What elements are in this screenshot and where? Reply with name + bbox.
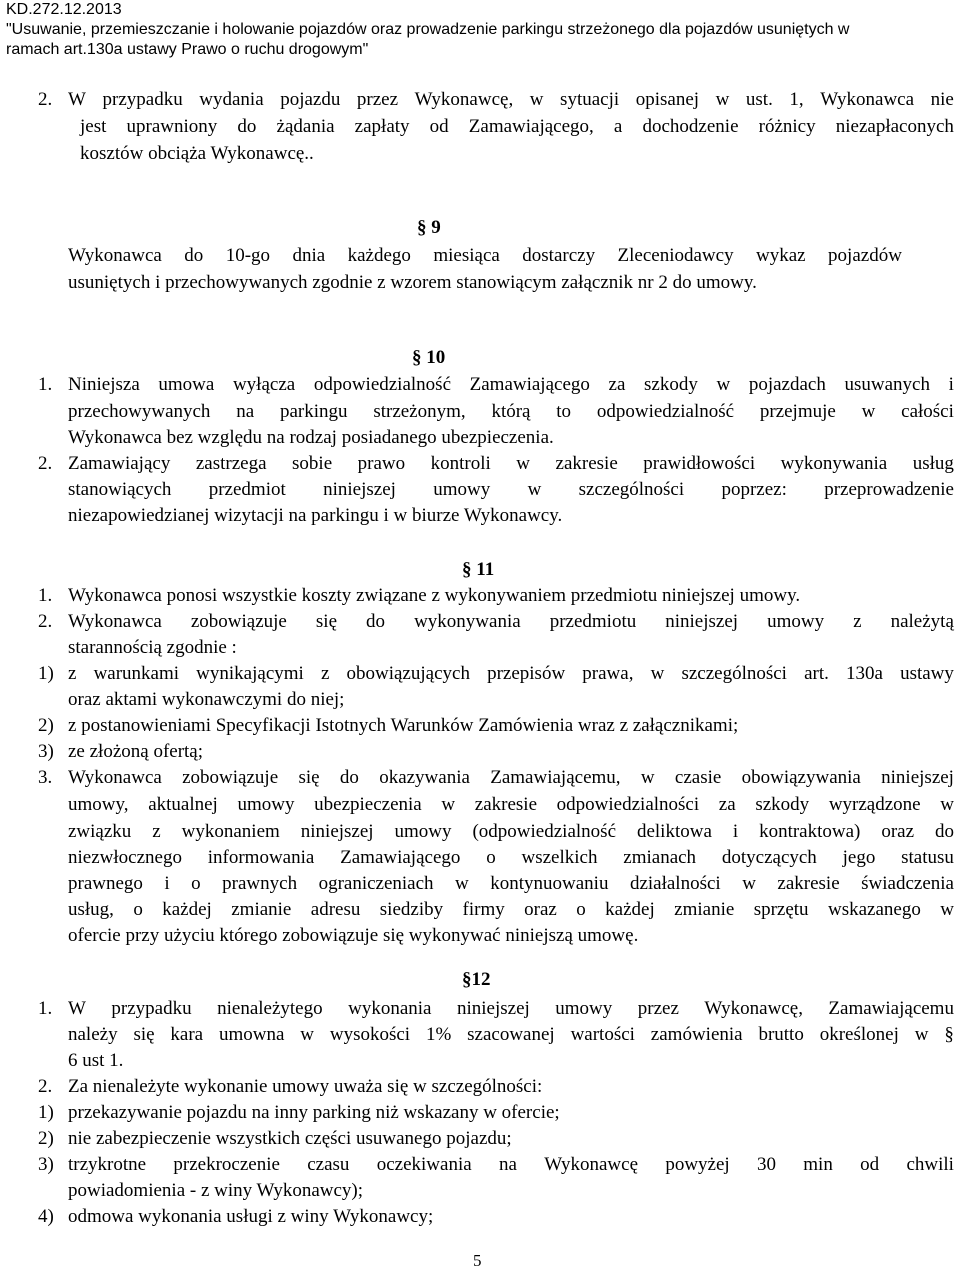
paragraph-number: 1. [38, 998, 53, 1019]
paragraph-line: stanowiących przedmiot niniejszej umowy w szczególności poprzez: przeprowadzenie [68, 479, 954, 500]
paragraph-line: usuniętych i przechowywanych zgodnie z wzorem stanowiącym załącznik nr 2 do umowy. [68, 272, 757, 293]
list-item-number: 2) [38, 715, 54, 736]
paragraph-line: prawnego i o prawnych ograniczeniach w kontynuowaniu działalności w zakresie świadczenia [68, 873, 954, 894]
paragraph-line: Wykonawca zobowiązuje się do okazywania Zamawiającemu, w czasie obowiązywania niniejszej [68, 767, 954, 788]
paragraph-number: 2. [38, 89, 53, 110]
paragraph-line: 6 ust 1. [68, 1050, 124, 1071]
paragraph-line: jest uprawniony do żądania zapłaty od Zamawiającego, a dochodzenie różnicy niezapłaconych [80, 116, 954, 137]
paragraph-line: W przypadku wydania pojazdu przez Wykonawcę, w sytuacji opisanej w ust. 1, Wykonawca nie [68, 89, 954, 110]
section-heading: §12 [462, 969, 491, 990]
paragraph-number: 1. [38, 585, 53, 606]
paragraph-line: Zamawiający zastrzega sobie prawo kontroli w zakresie prawidłowości wykonywania usług [68, 453, 954, 474]
paragraph-line: związku z wykonaniem niniejszej umowy (odpowiedzialność deliktowa i kontraktowa) oraz do [68, 821, 954, 842]
paragraph-number: 2. [38, 453, 53, 474]
paragraph-line: niezwłocznego informowania Zamawiającego o wszelkich zmianach dotyczących jego statusu [68, 847, 954, 868]
list-item-line: oraz aktami wykonawczymi do niej; [68, 689, 345, 710]
paragraph-line: ofercie przy użyciu którego zobowiązuje się wykonywać niniejszą umowę. [68, 925, 639, 946]
paragraph-number: 2. [38, 1076, 53, 1097]
paragraph-line: Za nienależyte wykonanie umowy uważa się w szczególności: [68, 1076, 543, 1097]
paragraph-line: usług, o każdej zmianie adresu siedziby firmy oraz o każdej zmianie sprzętu wskazanego w [68, 899, 954, 920]
list-item-line: nie zabezpieczenie wszystkich części usuwanego pojazdu; [68, 1128, 512, 1149]
list-item-line: z warunkami wynikającymi z obowiązujących przepisów prawa, w szczególności art. 130a ustawy [68, 663, 954, 684]
list-item-line: trzykrotne przekroczenie czasu oczekiwania na Wykonawcę powyżej 30 min od chwili [68, 1154, 954, 1175]
section-heading: § 11 [462, 559, 495, 580]
list-item-line: przekazywanie pojazdu na inny parking niż wskazany w ofercie; [68, 1102, 560, 1123]
paragraph-line: przechowywanych na parkingu strzeżonym, którą to odpowiedzialność przejmuje w całości [68, 401, 954, 422]
paragraph-line: umowy, aktualnej umowy ubezpieczenia w zakresie odpowiedzialności za szkody wyrządzone w [68, 794, 954, 815]
list-item-number: 3) [38, 741, 54, 762]
paragraph-line: starannością zgodnie : [68, 637, 237, 658]
list-item-line: z postanowieniami Specyfikacji Istotnych Warunków Zamówienia wraz z załącznikami; [68, 715, 739, 736]
list-item-line: ze złożoną ofertą; [68, 741, 204, 762]
list-item-number: 2) [38, 1128, 54, 1149]
section-heading: § 10 [412, 347, 446, 368]
paragraph-line: Wykonawca bez względu na rodzaj posiadanego ubezpieczenia. [68, 427, 554, 448]
document-title-line-1: "Usuwanie, przemieszczanie i holowanie pojazdów oraz prowadzenie parkingu strzeżonego dla pojazdów usuniętych w [6, 21, 850, 38]
paragraph-line: Wykonawca ponosi wszystkie koszty związane z wykonywaniem przedmiotu niniejszej umowy. [68, 585, 801, 606]
list-item-number: 4) [38, 1206, 54, 1227]
paragraph-line: należy się kara umowna w wysokości 1% szacowanej wartości zamówienia brutto określonej w § [68, 1024, 954, 1045]
paragraph-line: Wykonawca zobowiązuje się do wykonywania przedmiotu niniejszej umowy z należytą [68, 611, 954, 632]
document-title-line-2: ramach art.130a ustawy Prawo o ruchu drogowym" [6, 41, 369, 58]
paragraph-number: 2. [38, 611, 53, 632]
section-heading: § 9 [417, 217, 441, 238]
paragraph-line: niezapowiedzianej wizytacji na parkingu i w biurze Wykonawcy. [68, 505, 563, 526]
list-item-number: 1) [38, 663, 54, 684]
list-item-number: 3) [38, 1154, 54, 1175]
paragraph-line: kosztów obciąża Wykonawcę.. [80, 143, 314, 164]
document-reference: KD.272.12.2013 [6, 1, 122, 18]
list-item-number: 1) [38, 1102, 54, 1123]
paragraph-number: 1. [38, 374, 53, 395]
paragraph-line: Niniejsza umowa wyłącza odpowiedzialność Zamawiającego za szkody w pojazdach usuwanych i [68, 374, 954, 395]
page-number: 5 [473, 1251, 482, 1270]
list-item-line: powiadomienia - z winy Wykonawcy); [68, 1180, 364, 1201]
paragraph-line: Wykonawca do 10-go dnia każdego miesiąca dostarczy Zleceniodawcy wykaz pojazdów [68, 245, 902, 266]
list-item-line: odmowa wykonania usługi z winy Wykonawcy; [68, 1206, 434, 1227]
paragraph-number: 3. [38, 767, 53, 788]
paragraph-line: W przypadku nienależytego wykonania niniejszej umowy przez Wykonawcę, Zamawiającemu [68, 998, 954, 1019]
